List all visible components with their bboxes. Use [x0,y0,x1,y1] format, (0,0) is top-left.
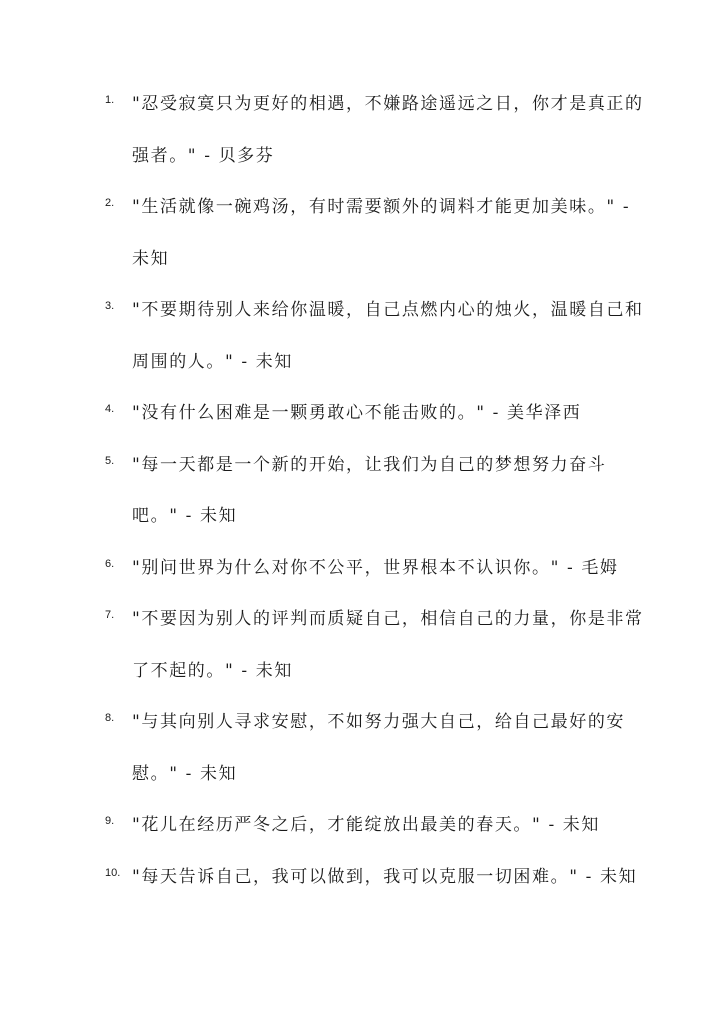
list-number: 4. [105,403,115,415]
quote-text: "每天告诉自己，我可以做到，我可以克服一切困难。" - 未知 [132,866,638,887]
list-number: 7. [105,609,115,621]
list-item [105,852,645,904]
list-number: 6. [105,557,115,570]
list-number: 3. [105,300,115,312]
quote-text: "没有什么困难是一颗勇敢心不能击败的。" - 美华泽西 [132,403,582,423]
list-item [105,440,645,543]
quote-text: "不要期待别人来给你温暖，自己点燃内心的烛火，温暖自己和周围的人。" - 未知 [132,300,644,372]
quote-text: "每一天都是一个新的开始，让我们为自己的梦想努力奋斗吧。" - 未知 [132,454,607,526]
list-number: 10. [105,866,121,879]
list-item [105,79,645,182]
quote-text: "与其向别人寻求安慰，不如努力强大自己，给自己最好的安慰。" - 未知 [132,712,626,784]
list-item [105,285,645,388]
list-number: 8. [105,712,115,724]
list-item [105,388,645,440]
quote-text: "忍受寂寞只为更好的相遇，不嫌路途遥远之日，你才是真正的强者。" - 贝多芬 [132,94,644,166]
list-number: 9. [105,815,115,827]
list-item [105,800,645,852]
quote-text: "不要因为别人的评判而质疑自己，相信自己的力量，你是非常了不起的。" - 未知 [132,609,644,681]
list-item [105,543,645,595]
list-item [105,697,645,800]
quote-text: "别问世界为什么对你不公平，世界根本不认识你。" - 毛姆 [132,557,619,578]
list-number: 5. [105,454,115,467]
list-number: 2. [105,197,115,209]
quote-text: "生活就像一碗鸡汤，有时需要额外的调料才能更加美味。" - 未知 [132,197,631,269]
list-item [105,594,645,697]
quote-list [105,79,645,903]
list-number: 1. [105,94,115,106]
quote-text: "花儿在经历严冬之后，才能绽放出最美的春天。" - 未知 [132,815,600,835]
list-item [105,182,645,285]
